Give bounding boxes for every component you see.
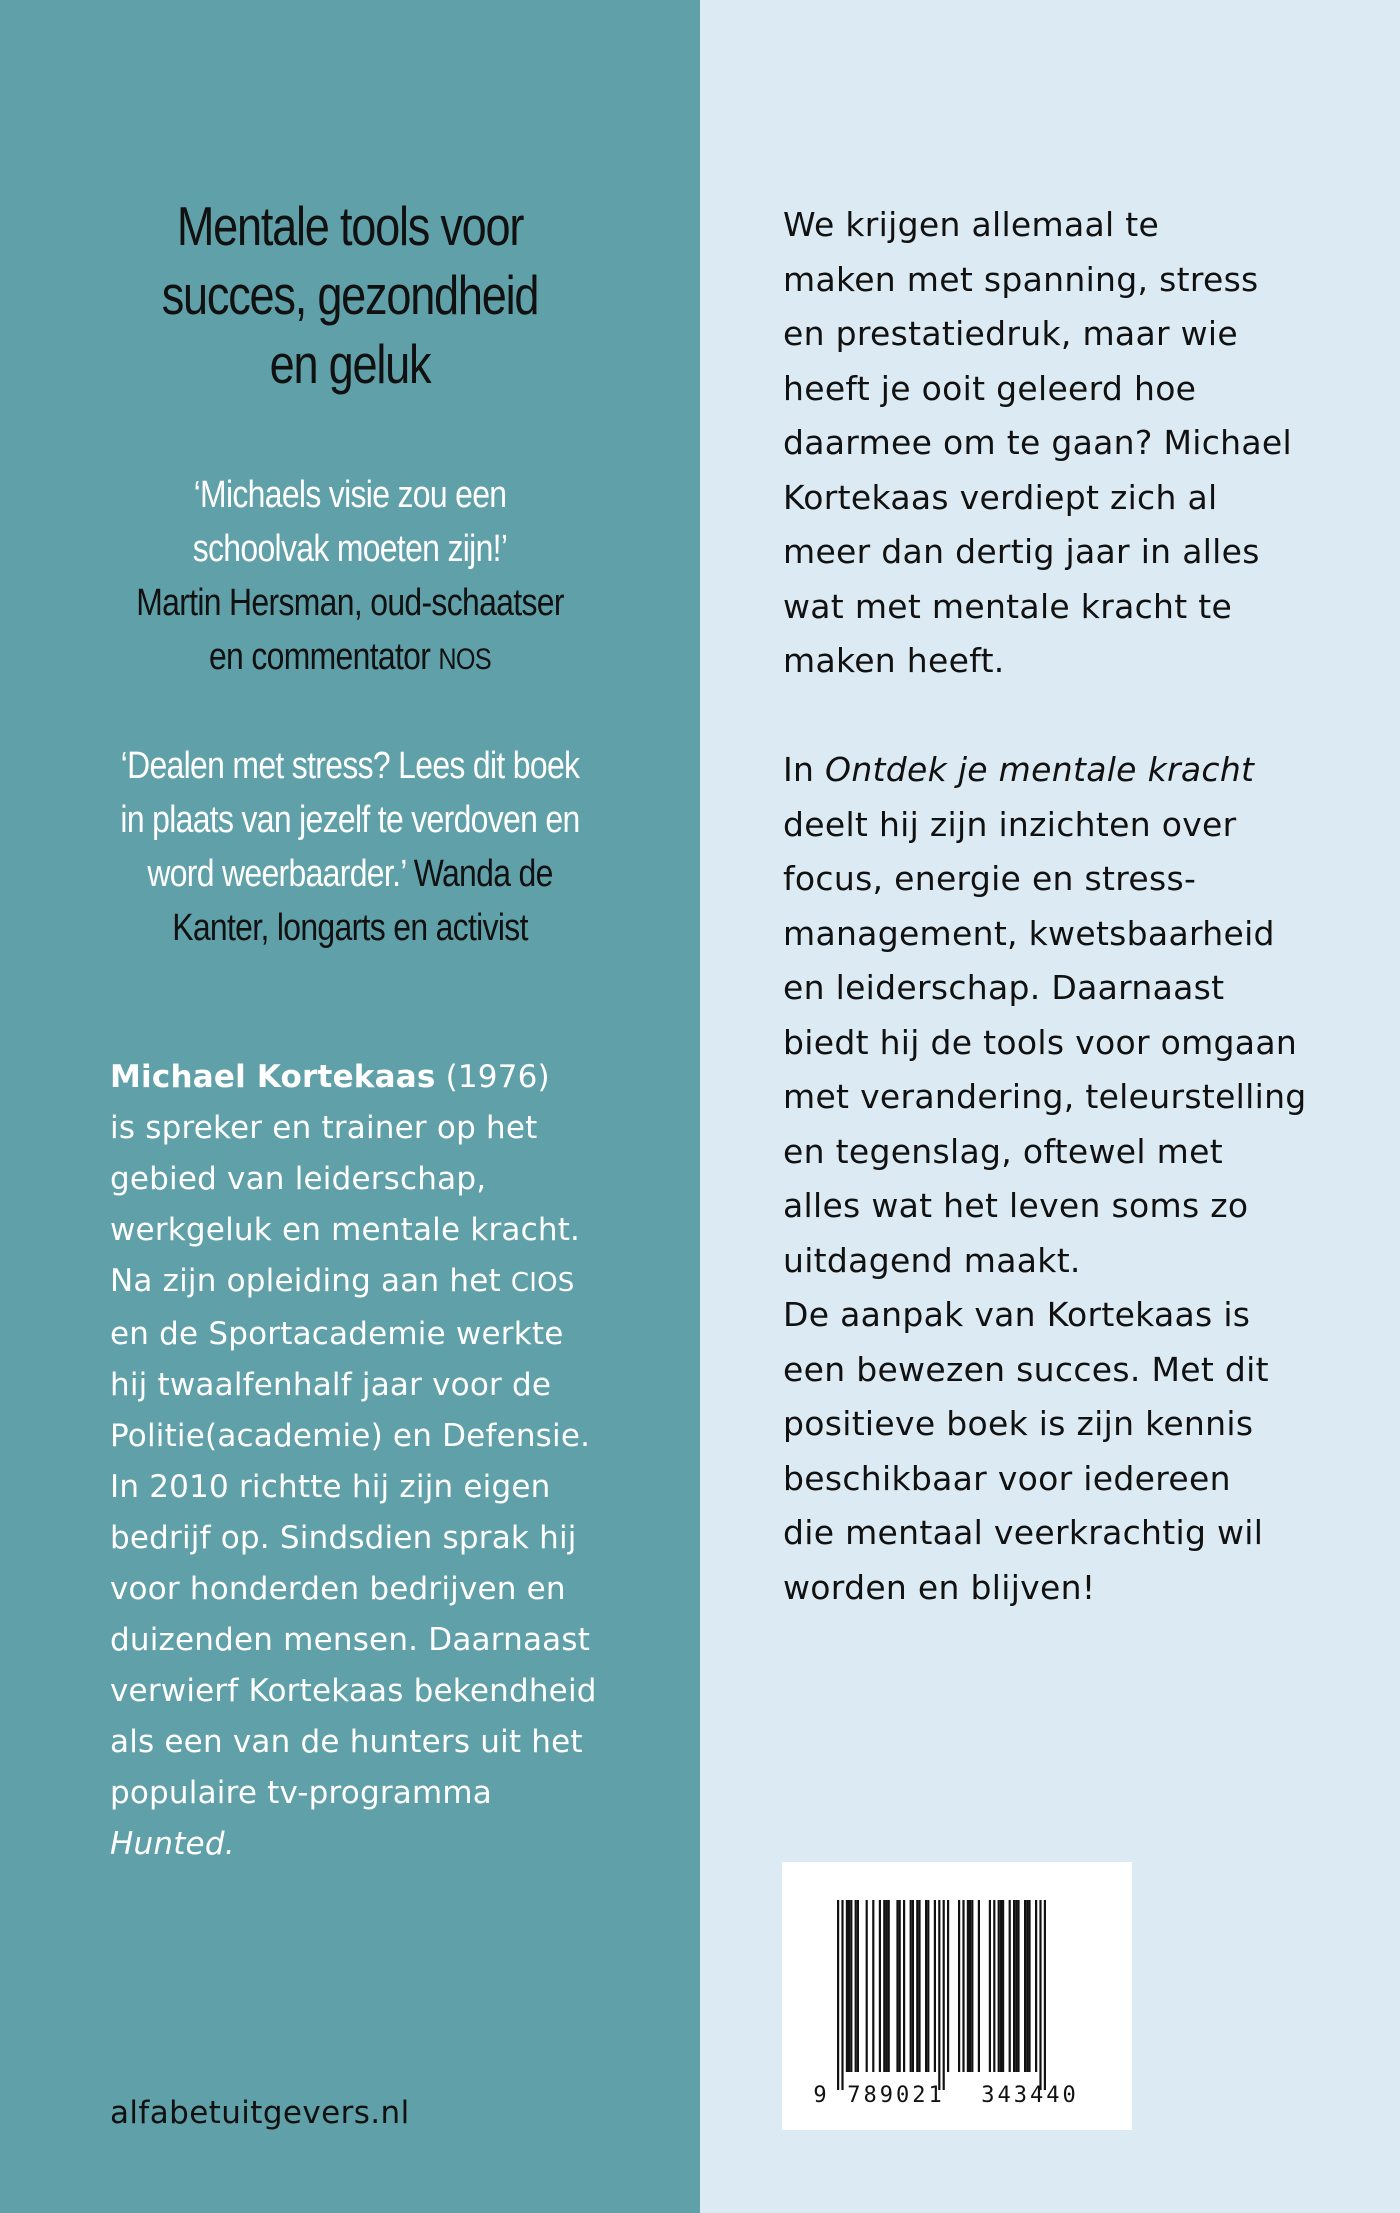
blurb-line: alles wat het leven soms zo (783, 1186, 1249, 1225)
barcode-bar (989, 1900, 991, 2072)
bio-line: voor honderden bedrijven en (110, 1571, 566, 1607)
barcode-bar (910, 1900, 912, 2072)
blurb-line: beschikbaar voor iedereen (783, 1458, 1231, 1498)
bio-line (110, 1256, 670, 1309)
barcode-bar (883, 1900, 885, 2072)
blurb-line: Kortekaas verdiept zich al (783, 477, 1218, 517)
barcode-bar (1009, 1900, 1011, 2072)
bio-line: populaire tv-programma (110, 1775, 492, 1811)
barcode-bar (1013, 1900, 1015, 2072)
barcode-bar (1044, 1900, 1046, 2090)
quote-attribution-line2 (106, 630, 593, 687)
barcode-bar (855, 1900, 857, 2072)
barcode-bar (958, 1900, 960, 2072)
barcode-bar (927, 1900, 929, 2072)
blurb-line: een bewezen succes. Met dit (783, 1349, 1269, 1389)
blurb-line: daarmee om te gaan? Michael (783, 423, 1292, 462)
blurb-line: die mentaal veerkrachtig wil (783, 1513, 1264, 1552)
blurb-line: De aanpak van Kortekaas is (783, 1295, 1251, 1334)
barcode-bar (872, 1900, 874, 2072)
blurb-line: biedt hij de tools voor omgaan (783, 1022, 1298, 1062)
bio-line: Politie(academie) en Defensie. (110, 1418, 591, 1454)
barcode-bar (943, 1900, 945, 2090)
quote-attribution: Kanter, longarts en activist (172, 907, 528, 949)
publisher-website: alfabetuitgevers.nl (110, 2095, 410, 2131)
birth-year: (1976) (445, 1059, 550, 1095)
headline-line: succes, gezondheid (161, 264, 539, 326)
barcode-bar (899, 1900, 901, 2072)
blurb-paragraph-1 (783, 198, 1343, 689)
barcode-bar (962, 1900, 964, 2072)
blurb-line: met verandering, teleurstelling (783, 1077, 1307, 1116)
blurb-paragraph-2 (783, 743, 1343, 1615)
org-name: CIOS (510, 1268, 575, 1298)
bio-line: duizenden mensen. Daarnaast (110, 1622, 591, 1658)
barcode-bar (971, 1900, 973, 2072)
blurb-line: worden en blijven! (783, 1567, 1096, 1607)
barcode-bar (841, 1900, 843, 2090)
barcode-bar (916, 1900, 918, 2072)
isbn-barcode (782, 1862, 1132, 2130)
bio-line: bedrijf op. Sindsdien sprak hij (110, 1520, 577, 1556)
quote-text: schoolvak moeten zijn!’ (192, 528, 508, 570)
barcode-bar (896, 1900, 898, 2072)
barcode-bar (885, 1900, 887, 2072)
barcode-graphic (782, 1862, 1132, 2130)
barcode-bar (934, 1900, 936, 2072)
barcode-bar (912, 1900, 914, 2072)
quote-hersman (106, 468, 593, 687)
barcode-bar (879, 1900, 881, 2072)
barcode-left-digits: 789021 (847, 2083, 945, 2108)
blurb-line: en tegenslag, oftewel met (783, 1131, 1223, 1171)
quote-text: word weerbaarder.’ (147, 853, 406, 895)
barcode-bar (925, 1900, 927, 2072)
barcode-bar (993, 1900, 995, 2072)
barcode-bar (1024, 1900, 1026, 2072)
bio-text: Na zijn opleiding aan het (110, 1263, 501, 1299)
bio-line: en de Sportacademie werkte (110, 1316, 564, 1352)
quote-attribution-text: en commentator (208, 636, 431, 678)
barcode-bar (857, 1900, 859, 2072)
quote-text: ‘Dealen met stress? Lees dit boek (120, 745, 580, 787)
barcode-bar (918, 1900, 920, 2072)
quote-attribution: Wanda de (413, 853, 553, 895)
barcode-bar (903, 1900, 905, 2072)
barcode-bar (1000, 1900, 1002, 2072)
barcode-bar (1002, 1900, 1004, 2072)
barcode-bar (1028, 1900, 1030, 2072)
bio-line (110, 1052, 670, 1103)
barcode-bar (978, 1900, 980, 2072)
barcode-bars (837, 1900, 1046, 2090)
barcode-first-digit: 9 (813, 2083, 827, 2108)
barcode-bar (848, 1900, 850, 2072)
barcode-bar (1017, 1900, 1019, 2072)
quote-text: in plaats van jezelf te verdoven en (120, 799, 580, 841)
bio-line: Hunted. (110, 1826, 235, 1862)
barcode-right-digits: 343440 (981, 2083, 1079, 2108)
blurb-line: maken met spanning, stress (783, 259, 1259, 299)
quote-mixed-line (106, 847, 593, 901)
bio-line: hij twaalfenhalf jaar voor de (110, 1367, 552, 1403)
author-name: Michael Kortekaas (110, 1059, 436, 1095)
barcode-bar (1039, 1900, 1041, 2090)
blurb-line: deelt hij zijn inzichten over (783, 804, 1237, 844)
barcode-bar (998, 1900, 1000, 2072)
blurb-line: focus, energie en stress- (783, 859, 1197, 898)
blurb-line (783, 743, 1343, 798)
blurb-line: wat met mentale kracht te (783, 586, 1233, 626)
blurb-line: heeft je ooit geleerd hoe (783, 368, 1197, 408)
barcode-bar (888, 1900, 890, 2072)
quote-text: ‘Michaels visie zou een (193, 474, 507, 516)
org-name: NOS (438, 643, 492, 676)
headline-line: en geluk (269, 333, 431, 395)
barcode-bar (837, 1900, 839, 2090)
blurb-line: positieve boek is zijn kennis (783, 1404, 1254, 1443)
barcode-bar (850, 1900, 852, 2072)
blurb-line: meer dan dertig jaar in alles (783, 532, 1260, 571)
blurb-line: maken heeft. (783, 641, 1005, 680)
barcode-bar (866, 1900, 868, 2072)
barcode-bar (846, 1900, 848, 2072)
barcode-bar (938, 1900, 940, 2090)
barcode-bar (947, 1900, 949, 2072)
bio-line: In 2010 richtte hij zijn eigen (110, 1469, 551, 1505)
blurb-text: In (783, 750, 815, 789)
quote-attribution: Martin Hersman, oud-schaatser (136, 582, 564, 624)
barcode-bar (1035, 1900, 1037, 2072)
author-bio (110, 1052, 670, 1870)
bio-line: werkgeluk en mentale kracht. (110, 1212, 581, 1248)
blurb-line: uitdagend maakt. (783, 1240, 1081, 1280)
headline-line: Mentale tools voor (176, 195, 524, 257)
quote-de-kanter (106, 739, 593, 955)
barcode-bar (1026, 1900, 1028, 2072)
bio-line: gebied van leiderschap, (110, 1161, 487, 1197)
bio-line: als een van de hunters uit het (110, 1724, 583, 1760)
book-title: Ontdek je mentale kracht (825, 750, 1255, 789)
blurb-line: We krijgen allemaal te (783, 205, 1160, 244)
blurb-line: management, kwetsbaarheid (783, 913, 1275, 953)
blurb-line: en leiderschap. Daarnaast (783, 968, 1225, 1007)
barcode-bar (967, 1900, 969, 2072)
barcode-bar (1015, 1900, 1017, 2072)
bio-line: is spreker en trainer op het (110, 1110, 538, 1146)
bio-line: verwierf Kortekaas bekendheid (110, 1673, 597, 1709)
headline (104, 192, 596, 399)
blurb-line: en prestatiedruk, maar wie (783, 314, 1238, 353)
barcode-bar (969, 1900, 971, 2072)
